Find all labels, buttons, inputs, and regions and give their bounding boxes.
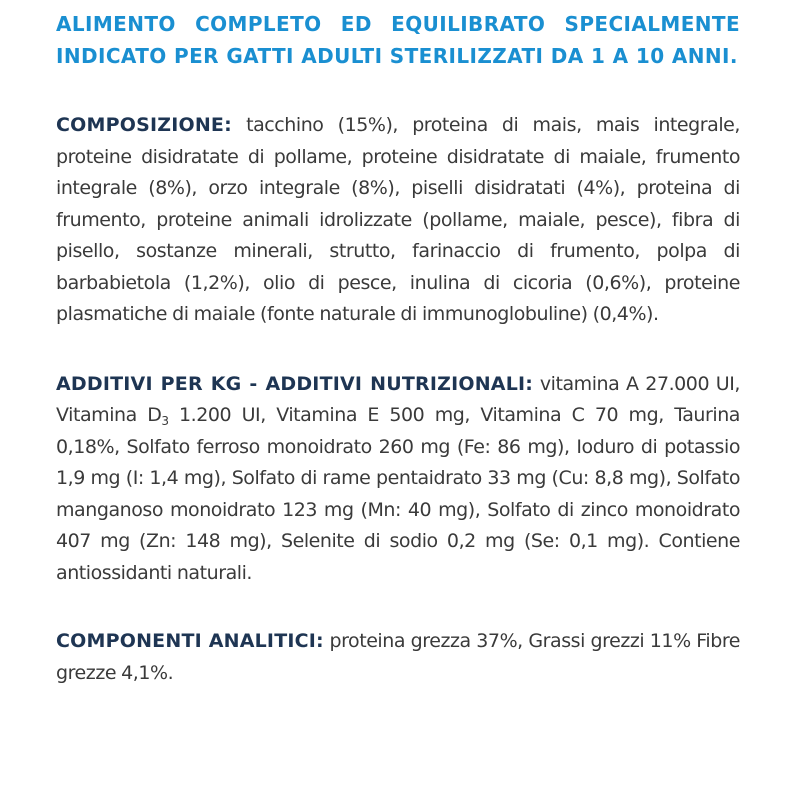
analytical-components-section: [56, 626, 740, 689]
product-headline: [56, 8, 740, 72]
additives-label: ADDITIVI PER KG - ADDITIVI NUTRIZIONALI:: [56, 372, 534, 395]
headline-line-2: INDICATO PER GATTI ADULTI STERILIZZATI DA 1 A 10 ANNI.: [56, 44, 738, 68]
composition-text: tacchino (15%), proteina di mais, mais integrale, proteine disidratate di pollame, proteine disidratate di maiale, frumento integrale (8%), orzo integrale (8%), piselli disidratati (4%), proteina di frumento, proteine animali idrolizzate (pollame, maiale, pesce), fibra di pisello, sostanze minerali, strutto, farinaccio di frumento, polpa di barbabietola (1,2%), olio di pesce, inulina di cicoria (0,6%), proteine plasmatiche di maiale (fonte naturale di immunoglobuline) (0,4%).: [56, 114, 740, 325]
composition-label: COMPOSIZIONE:: [56, 114, 232, 136]
label-text-page: [56, 8, 740, 689]
headline-line-1: ALIMENTO COMPLETO ED EQUILIBRATO SPECIALMENTE: [56, 12, 740, 36]
analytical-components-label: COMPONENTI ANALITICI:: [56, 630, 324, 652]
additives-text-part-1: vitamina A 27.000 UI, Vitamina D: [56, 372, 741, 426]
additives-text-part-2: 1.200 UI, Vitamina E 500 mg, Vitamina C 70 mg, Taurina 0,18%, Solfato ferroso monoidrato 260 mg (Fe: 86 mg), Ioduro di potassio 1,9 mg (I: 1,4 mg), Solfato di rame pentaidrato 33 mg (Cu: 8,8 mg), Solfato manganoso monoidrato 123 mg (Mn: 40 mg), Solfato di zinco monoidrato 407 mg (Zn: 148 mg), Selenite di sodio 0,2 mg (Se: 0,1 mg). Contiene antiossidanti naturali.: [56, 404, 740, 584]
vitamin-d-subscript: 3: [161, 414, 169, 428]
additives-section: [56, 369, 740, 590]
analytical-components-text: proteina grezza 37%, Grassi grezzi 11% Fibre grezze 4,1%.: [56, 630, 740, 684]
composition-section: [56, 110, 740, 331]
